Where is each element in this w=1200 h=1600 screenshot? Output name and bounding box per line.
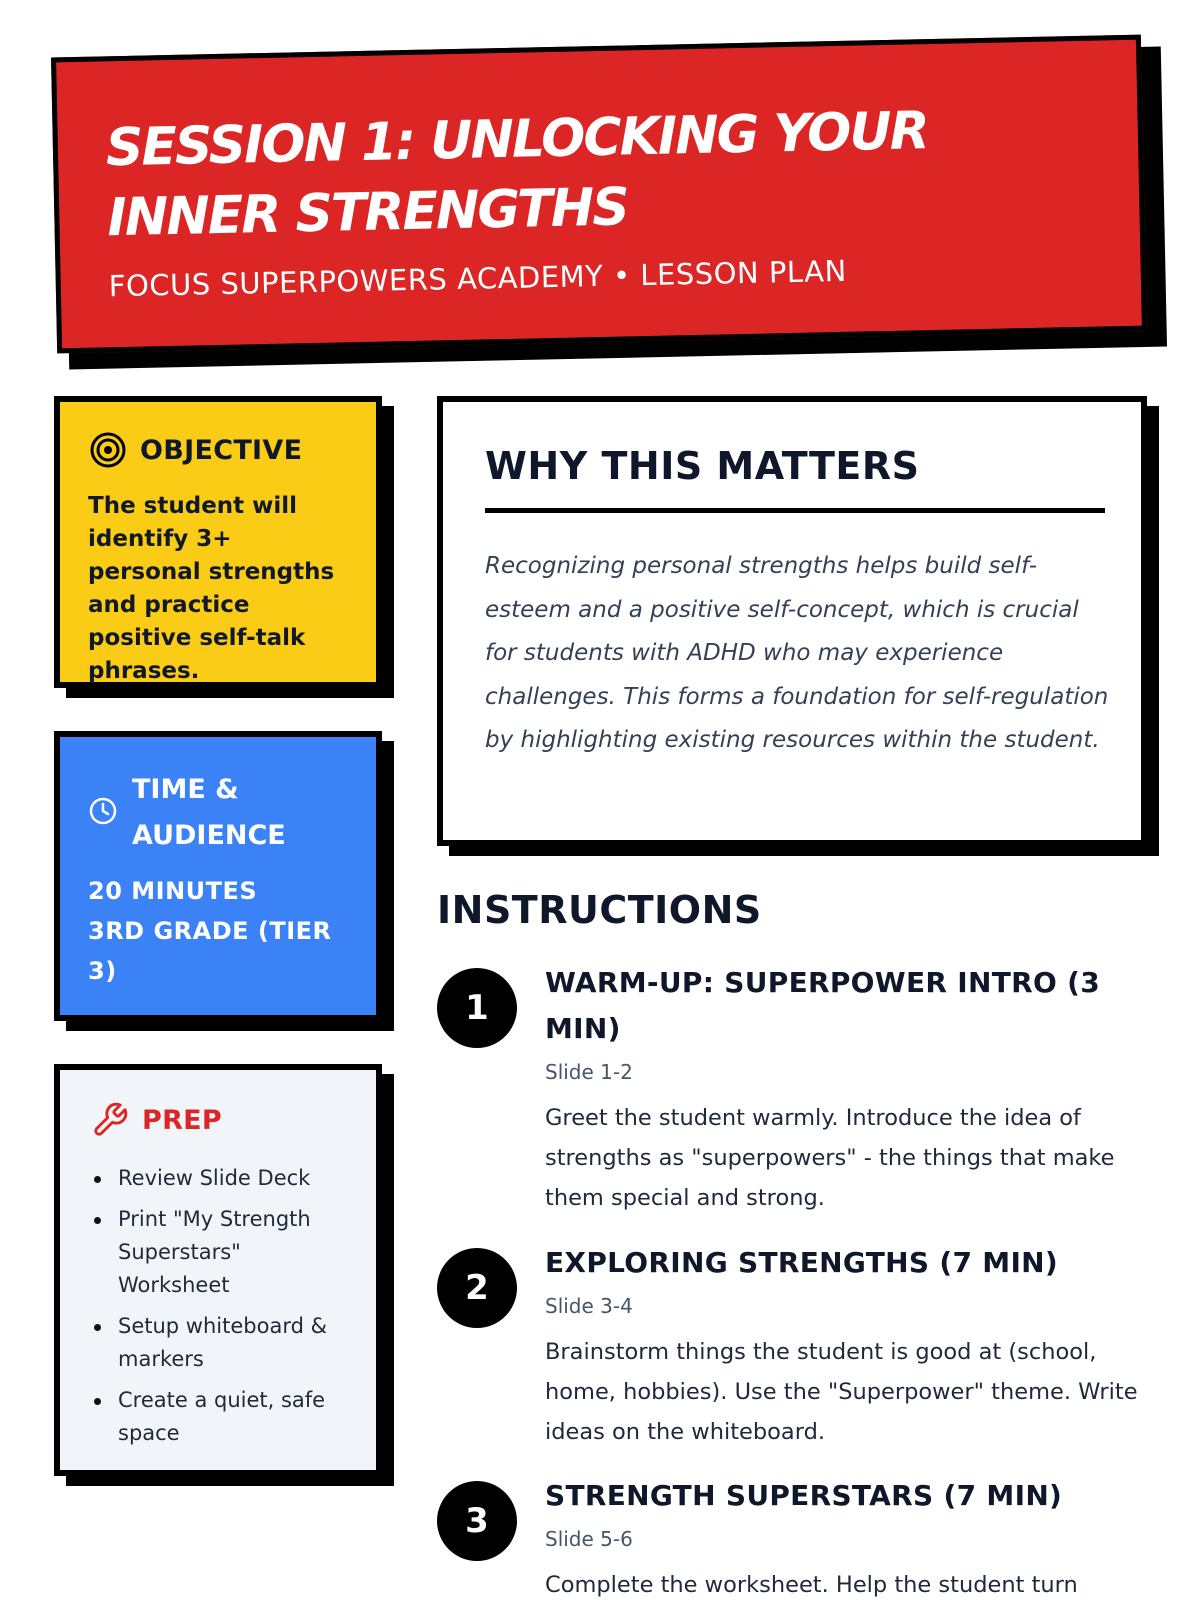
prep-item: Print "My Strength Superstars" Worksheet — [90, 1203, 352, 1302]
prep-item: Review Slide Deck — [90, 1162, 352, 1195]
step-slide-ref: Slide 3-4 — [545, 1294, 633, 1318]
step-title: STRENGTH SUPERSTARS (7 MIN) — [545, 1479, 1063, 1512]
step-text: Brainstorm things the student is good at (school, home, hobbies). Use the "Superpower" theme. Write ideas on the whiteboard. — [545, 1339, 1138, 1445]
step-slide-ref: Slide 5-6 — [545, 1527, 633, 1551]
step-text: Greet the student warmly. Introduce the idea of strengths as "superpowers" - the things that make them special and strong. — [545, 1105, 1115, 1211]
step-number-badge: 2 — [437, 1248, 517, 1328]
prep-header — [90, 1100, 352, 1140]
time-audience-header — [88, 767, 352, 859]
prep-title: PREP — [142, 1104, 223, 1136]
why-title: WHY THIS MATTERS — [485, 444, 920, 488]
audience-text: 3RD GRADE (TIER 3) — [88, 917, 332, 985]
instruction-step-1 — [437, 968, 1157, 1218]
step-title: WARM-UP: SUPERPOWER INTRO (3 MIN) — [545, 966, 1101, 1045]
instruction-step-2 — [437, 1248, 1157, 1452]
header-banner — [51, 35, 1147, 354]
step-number-badge: 1 — [437, 968, 517, 1048]
step-number-badge: 3 — [437, 1481, 517, 1561]
objective-header — [88, 430, 352, 470]
objective-text: The student will identify 3+ personal strengths and practice positive self-talk phrases. — [88, 493, 335, 684]
why-this-matters-card — [437, 396, 1147, 846]
time-audience-card — [54, 731, 382, 1021]
page-subtitle: FOCUS SUPERPOWERS ACADEMY • LESSON PLAN — [108, 253, 848, 304]
step-text: Complete the worksheet. Help the student turn — [545, 1572, 1078, 1598]
step-body — [545, 1240, 1145, 1452]
prep-list — [90, 1162, 352, 1450]
prep-item: Setup whiteboard & markers — [90, 1310, 352, 1376]
objective-title: OBJECTIVE — [140, 434, 303, 466]
time-audience-title: TIME & AUDIENCE — [132, 774, 286, 851]
page-title: SESSION 1: UNLOCKING YOUR INNER STRENGTHS — [105, 101, 929, 249]
step-body — [545, 1473, 1145, 1600]
instruction-step-3 — [437, 1481, 1157, 1600]
objective-card — [54, 396, 382, 688]
duration-text: 20 MINUTES — [88, 877, 258, 905]
step-slide-ref: Slide 1-2 — [545, 1060, 633, 1084]
step-title: EXPLORING STRENGTHS (7 MIN) — [545, 1246, 1058, 1279]
prep-card — [54, 1064, 382, 1476]
time-audience-details — [88, 871, 352, 991]
clock-icon — [88, 796, 118, 830]
wrench-icon — [90, 1100, 130, 1140]
why-divider — [485, 508, 1105, 513]
why-text: Recognizing personal strengths helps build self-esteem and a positive self-concept, which is crucial for students with ADHD who may experience challenges. This forms a foundation for self-regulation by highlighting existing resources within the student. — [485, 553, 1109, 753]
prep-item: Create a quiet, safe space — [90, 1384, 352, 1450]
target-icon — [88, 430, 128, 470]
step-body — [545, 960, 1145, 1218]
instructions-heading: INSTRUCTIONS — [437, 888, 762, 932]
